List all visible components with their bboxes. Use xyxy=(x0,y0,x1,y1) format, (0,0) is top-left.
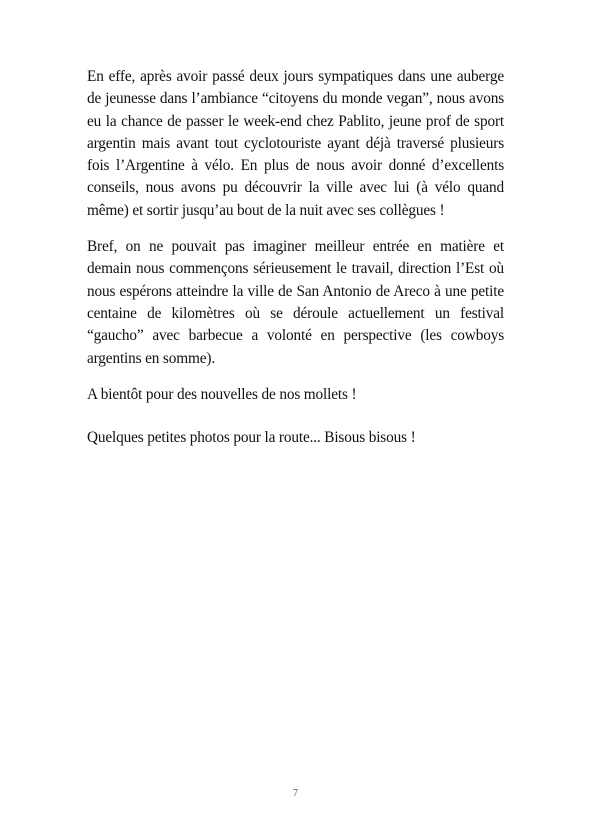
page-number: 7 xyxy=(293,788,298,799)
paragraph-plans: Bref, on ne pouvait pas imaginer meilleur entrée en matière et demain nous commençons sérieusement le travail, direction l’Est où nous espérons atteindre la ville de San Antonio de Areco à une petite centaine de kilomètres où se déroule actuellement un festival “gaucho” avec barbecue a volonté en perspective (les cowboys argentins en somme). xyxy=(87,238,504,367)
paragraph-photos: Quelques petites photos pour la route... Bisous bisous ! xyxy=(87,429,416,447)
page-body xyxy=(87,66,504,470)
paragraph-farewell: A bientôt pour des nouvelles de nos mollets ! xyxy=(87,385,357,403)
paragraph-intro: En effe, après avoir passé deux jours sympatiques dans une auberge de jeunesse dans l’ambiance “citoyens du monde vegan”, nous avons eu la chance de passer le week-end chez Pablito, jeune prof de sport argentin mais avant tout cyclotouriste ayant déjà traversé plusieurs fois l’Argentine à vélo. En plus de nous avoir donné d’excellents conseils, nous avons pu découvrir la ville avec lui (à vélo quand même) et sortir jusqu’au bout de la nuit avec ses collègues ! xyxy=(87,68,504,219)
